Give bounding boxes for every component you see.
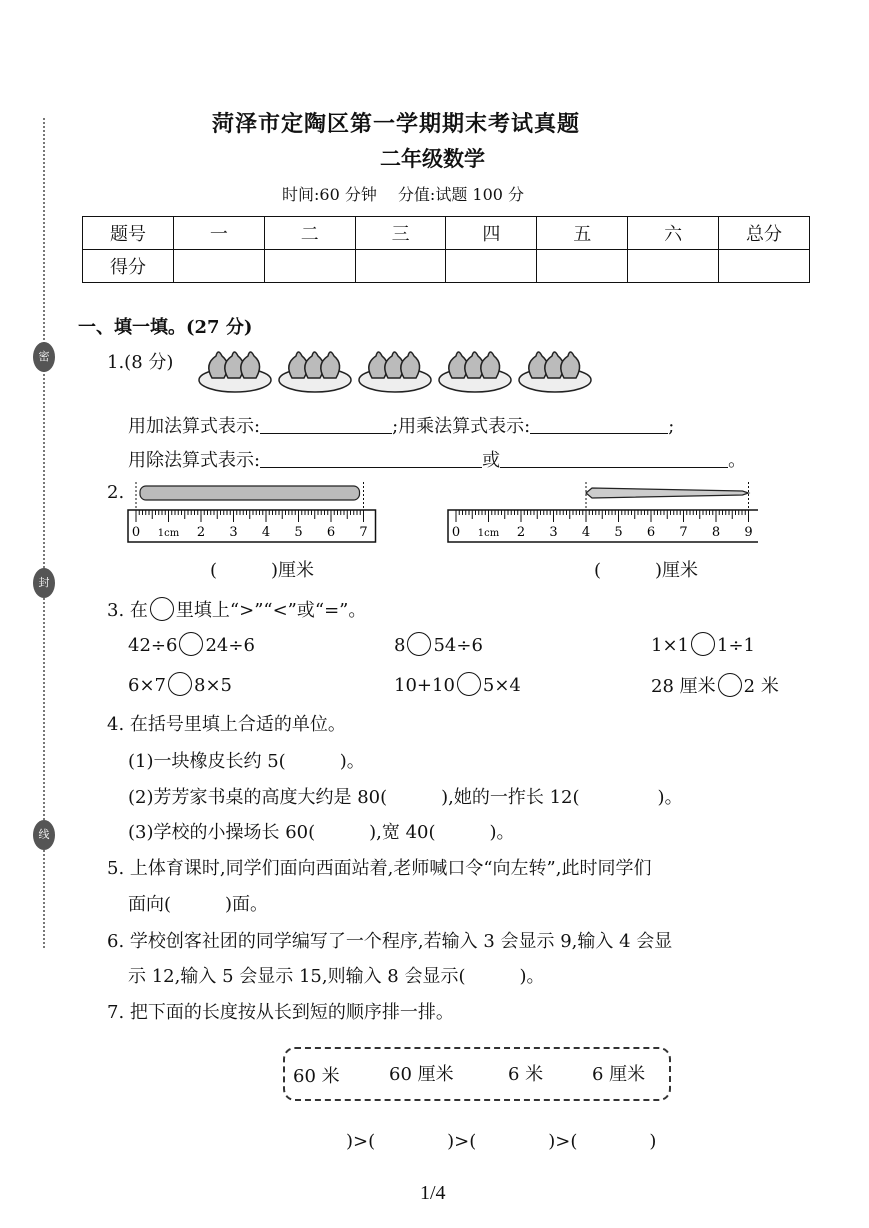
q4-line2[interactable] — [128, 783, 683, 809]
ruler-label: 6 — [646, 525, 656, 540]
score-input-cell[interactable] — [264, 250, 355, 283]
div-answer-blank-2[interactable] — [500, 449, 728, 468]
table-cell: 得分 — [83, 250, 174, 283]
ruler-label: 0 — [131, 525, 141, 540]
ruler-label: 4 — [581, 525, 591, 540]
plate-group — [199, 352, 591, 392]
section-heading: 一、填一填。(27 分) — [78, 317, 253, 338]
ruler-label: 3 — [229, 525, 238, 540]
length-option: 60 米 — [293, 1066, 340, 1087]
compare-left: 28 厘米 — [651, 676, 716, 697]
table-cell: 一 — [174, 217, 265, 250]
compare-left: 10+10 — [394, 675, 455, 696]
ruler-label: 1cm — [477, 528, 500, 539]
compare-right: 5×4 — [482, 675, 521, 696]
compare-item — [128, 632, 255, 656]
q7-label: 7. 把下面的长度按从长到短的顺序排一排。 — [107, 1002, 454, 1023]
score-table — [82, 216, 810, 283]
measured-object — [586, 488, 749, 498]
length-option: 6 米 — [508, 1064, 544, 1085]
exam-meta: 时间:60 分钟 分值:试题 100 分 — [282, 185, 525, 204]
compare-circle[interactable] — [407, 632, 431, 656]
score-input-cell[interactable] — [719, 250, 810, 283]
q4-line2-text: (2)芳芳家书桌的高度大约是 80( ),她的一拃长 12( — [128, 787, 580, 808]
table-cell: 三 — [355, 217, 446, 250]
measured-object — [140, 486, 360, 500]
q4-line2-end: )。 — [657, 787, 683, 808]
compare-item — [128, 672, 232, 696]
q2-left-answer[interactable]: ( )厘米 — [210, 560, 315, 581]
q4-label: 4. 在括号里填上合适的单位。 — [107, 714, 346, 735]
ruler-label: 4 — [261, 525, 271, 540]
length-option: 6 厘米 — [592, 1064, 646, 1085]
q1-end2: 。 — [728, 450, 747, 471]
seal-mark: 密 — [33, 342, 55, 372]
compare-left: 1×1 — [651, 635, 689, 656]
score-input-cell[interactable] — [355, 250, 446, 283]
q3-label: 3. 在 — [107, 600, 148, 621]
ruler-label: 2 — [196, 525, 206, 540]
compare-circle[interactable] — [179, 632, 203, 656]
ruler-label: 2 — [516, 525, 526, 540]
score-input-cell[interactable] — [174, 250, 265, 283]
page-number: 1/4 — [420, 1182, 446, 1204]
ruler-right — [446, 480, 758, 550]
table-cell: 二 — [264, 217, 355, 250]
compare-left: 6×7 — [128, 675, 166, 696]
score-input-cell[interactable] — [537, 250, 628, 283]
ruler-label: 8 — [711, 525, 721, 540]
ruler-label: 5 — [294, 525, 303, 540]
compare-left: 42÷6 — [128, 635, 178, 656]
q3-label-line — [107, 596, 366, 622]
exam-subtitle: 二年级数学 — [380, 146, 485, 171]
seal-mark: 线 — [33, 820, 55, 850]
q4-line1[interactable]: (1)一块橡皮长约 5( )。 — [128, 751, 365, 772]
compare-right: 8×5 — [194, 675, 232, 696]
q1-mul-prompt: ;用乘法算式表示: — [392, 416, 531, 437]
compare-right: 24÷6 — [205, 635, 255, 656]
q1-line2 — [128, 446, 746, 472]
mul-answer-blank[interactable] — [530, 415, 668, 434]
q1-or: 或 — [482, 450, 501, 471]
q7-answer-line[interactable]: )>( )>( )>( ) — [346, 1131, 657, 1152]
ruler-label: 6 — [326, 525, 336, 540]
q1-line1 — [128, 412, 674, 438]
ruler-label: 0 — [451, 525, 461, 540]
exam-title: 菏泽市定陶区第一学期期末考试真题 — [212, 111, 581, 137]
q4-line3[interactable]: (3)学校的小操场长 60( ),宽 40( )。 — [128, 822, 515, 843]
table-cell: 总分 — [719, 217, 810, 250]
score-header-row — [83, 217, 810, 250]
compare-right: 2 米 — [743, 676, 779, 697]
compare-item — [651, 672, 779, 698]
compare-item — [394, 672, 521, 696]
compare-circle[interactable] — [691, 632, 715, 656]
ruler-label: 7 — [679, 525, 688, 540]
div-answer-blank[interactable] — [260, 449, 482, 468]
compare-circle[interactable] — [457, 672, 481, 696]
table-cell: 五 — [537, 217, 628, 250]
q5-line1: 5. 上体育课时,同学们面向西面站着,老师喊口令“向左转”,此时同学们 — [107, 858, 652, 879]
table-cell: 六 — [628, 217, 719, 250]
compare-right: 1÷1 — [717, 635, 755, 656]
table-cell: 题号 — [83, 217, 174, 250]
ruler-label: 9 — [744, 525, 753, 540]
score-input-cell[interactable] — [628, 250, 719, 283]
ruler-label: 1cm — [157, 528, 180, 539]
q5-line2[interactable]: 面向( )面。 — [128, 894, 269, 915]
seal-mark: 封 — [33, 568, 55, 598]
score-input-cell[interactable] — [446, 250, 537, 283]
compare-right: 54÷6 — [433, 635, 483, 656]
ruler-left — [126, 480, 386, 550]
q1-add-prompt: 用加法算式表示: — [128, 416, 261, 437]
pears-illustration — [198, 340, 598, 396]
compare-circle[interactable] — [168, 672, 192, 696]
q6-line1: 6. 学校创客社团的同学编写了一个程序,若输入 3 会显示 9,输入 4 会显 — [107, 931, 673, 952]
q1-div-prompt: 用除法算式表示: — [128, 450, 261, 471]
length-option: 60 厘米 — [389, 1064, 454, 1085]
ruler-label: 3 — [549, 525, 558, 540]
compare-item — [394, 632, 483, 656]
q3-label-rest: 里填上“>”“<”或“=”。 — [175, 600, 367, 621]
compare-left: 8 — [394, 635, 406, 656]
circle-icon — [150, 597, 174, 621]
ruler-label: 7 — [359, 525, 368, 540]
ruler-label: 5 — [614, 525, 623, 540]
table-cell: 四 — [446, 217, 537, 250]
q2-right-answer[interactable]: ( )厘米 — [594, 560, 699, 581]
add-answer-blank[interactable] — [260, 415, 392, 434]
compare-circle[interactable] — [718, 673, 742, 697]
score-row — [83, 250, 810, 283]
compare-item — [651, 632, 755, 656]
q2-label: 2. — [107, 482, 125, 503]
q1-label: 1.(8 分) — [107, 352, 174, 373]
q1-end: ; — [668, 416, 675, 437]
q6-line2[interactable]: 示 12,输入 5 会显示 15,则输入 8 会显示( )。 — [128, 966, 545, 987]
